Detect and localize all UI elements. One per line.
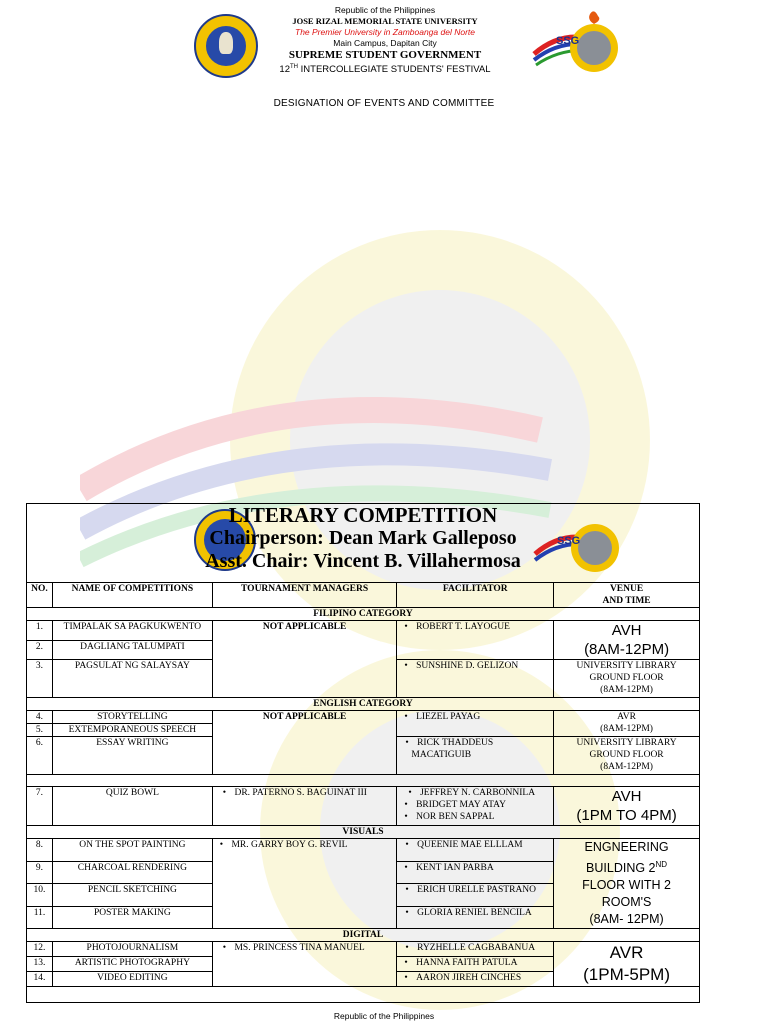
- facilitator-cell: • QUEENIE MAE ELLLAM: [397, 839, 554, 862]
- competition-title-block: [27, 504, 699, 573]
- svg-text:SSG: SSG: [557, 535, 581, 547]
- events-table: [26, 582, 700, 987]
- next-page-header: Republic of the Philippines: [333, 1011, 435, 1021]
- campus-line: Main Campus, Dapitan City: [333, 38, 437, 48]
- manager-cell: • DR. PATERNO S. BAGUINAT III: [212, 787, 397, 826]
- table-row: 13. ARTISTIC PHOTOGRAPHY • HANNA FAITH PATULA: [27, 957, 700, 972]
- venue-cell: AVR (1PM-5PM): [554, 942, 700, 987]
- chairperson: Chairperson: Dean Mark Galleposo: [209, 527, 517, 549]
- festival-number: 12: [279, 64, 290, 76]
- col-facilitator: FACILITATOR: [397, 583, 554, 608]
- facilitator-cell: • ROBERT T. LAYOGUE: [397, 621, 554, 660]
- letterhead: [0, 0, 768, 92]
- manager-cell: • MS. PRINCESS TINA MANUEL: [212, 942, 397, 987]
- facilitator-cell: • AARON JIREH CINCHES: [397, 972, 554, 987]
- venue-cell: AVH (1PM TO 4PM): [554, 787, 700, 826]
- facilitator-cell: • SUNSHINE D. GELIZON: [397, 660, 554, 698]
- festival-ordinal: TH: [290, 64, 298, 70]
- table-row: 10. PENCIL SKETCHING • ERICH URELLE PASTRANO: [27, 884, 700, 907]
- table-header-row: [27, 583, 700, 608]
- venue-cell: ENGNEERING BUILDING 2ND FLOOR WITH 2 ROOM'S (8AM- 12PM): [554, 839, 700, 929]
- category-row: FILIPINO CATEGORY: [27, 608, 700, 621]
- festival-name: INTERCOLLEGIATE STUDENTS' FESTIVAL: [298, 64, 491, 76]
- facilitator-cell: • GLORIA RENIEL BENCILA: [397, 906, 554, 929]
- venue-cell: AVR (8AM-12PM): [554, 711, 700, 737]
- table-row: 14. VIDEO EDITING • AARON JIREH CINCHES: [27, 972, 700, 987]
- manager-cell: NOT APPLICABLE: [212, 621, 397, 698]
- category-row: DIGITAL: [27, 929, 700, 942]
- facilitator-cell: • HANNA FAITH PATULA: [397, 957, 554, 972]
- university-seal-icon: [194, 14, 258, 78]
- assistant-chair: Asst. Chair: Vincent B. Villahermosa: [205, 550, 521, 572]
- letterhead-text: [260, 5, 510, 75]
- table-row: 12. PHOTOJOURNALISM • MS. PRINCESS TINA MANUEL • RYZHELLE CAGBABANUA AVR (1PM-5PM): [27, 942, 700, 957]
- competition-title: LITERARY COMPETITION: [228, 503, 498, 527]
- table-row: 5. EXTEMPORANEOUS SPEECH: [27, 724, 700, 737]
- university-tagline: The Premier University in Zamboanga del Norte: [295, 27, 475, 37]
- facilitator-cell: • ERICH URELLE PASTRANO: [397, 884, 554, 907]
- university-name: JOSE RIZAL MEMORIAL STATE UNIVERSITY: [292, 16, 478, 26]
- table-row: 9. CHARCOAL RENDERING • KENT IAN PARBA: [27, 861, 700, 884]
- venue-cell: AVH (8AM-12PM): [554, 621, 700, 660]
- venue-cell: UNIVERSITY LIBRARY GROUND FLOOR (8AM-12PM): [554, 660, 700, 698]
- republic-line: Republic of the Philippines: [334, 5, 436, 15]
- table-row: 7. QUIZ BOWL • DR. PATERNO S. BAGUINAT III • JEFFREY N. CARBONNILA • BRIDGET MAY ATAY • NOR BEN SAPPAL AVH (1PM TO 4PM): [27, 787, 700, 826]
- venue-cell: UNIVERSITY LIBRARY GROUND FLOOR (8AM-12PM): [554, 737, 700, 775]
- col-venue: VENUE AND TIME: [554, 583, 700, 608]
- table-row: 2. DAGLIANG TALUMPATI: [27, 640, 700, 660]
- manager-cell: • MR. GARRY BOY G. REVIL: [212, 839, 397, 929]
- literary-competition-table-section: [26, 503, 700, 1003]
- manager-cell: NOT APPLICABLE: [212, 711, 397, 775]
- svg-text:SSG: SSG: [556, 35, 580, 47]
- festival-line: [260, 62, 510, 75]
- facilitator-cell: • LIEZEL PAYAG: [397, 711, 554, 737]
- facilitator-cell: • JEFFREY N. CARBONNILA • BRIDGET MAY ATAY • NOR BEN SAPPAL: [397, 787, 554, 826]
- org-name: SUPREME STUDENT GOVERNMENT: [288, 49, 482, 61]
- facilitator-cell: • KENT IAN PARBA: [397, 861, 554, 884]
- table-row: 1. TIMPALAK SA PAGKUKWENTO NOT APPLICABLE • ROBERT T. LAYOGUE AVH (8AM-12PM): [27, 621, 700, 641]
- table-row: 4. STORYTELLING NOT APPLICABLE • LIEZEL PAYAG AVR (8AM-12PM): [27, 711, 700, 724]
- table-row: 8. ON THE SPOT PAINTING • MR. GARRY BOY G. REVIL • QUEENIE MAE ELLLAM ENGNEERING BUILDING 2ND FLOOR WITH 2 ROOM'S (8AM- 12PM): [27, 839, 700, 862]
- col-managers: TOURNAMENT MANAGERS: [212, 583, 397, 608]
- spacer-row: [27, 775, 700, 787]
- ssg-logo-icon: [532, 10, 622, 78]
- table-row: 11. POSTER MAKING • GLORIA RENIEL BENCILA: [27, 906, 700, 929]
- category-row: VISUALS: [27, 826, 700, 839]
- designation-heading: DESIGNATION OF EVENTS AND COMMITTEE: [273, 98, 495, 109]
- table-row: 6. ESSAY WRITING • RICK THADDEUS MACATIGUIB UNIVERSITY LIBRARY GROUND FLOOR (8AM-12PM): [27, 737, 700, 775]
- facilitator-cell: • RYZHELLE CAGBABANUA: [397, 942, 554, 957]
- col-no: NO.: [27, 583, 53, 608]
- table-row: 3. PAGSULAT NG SALAYSAY • SUNSHINE D. GELIZON UNIVERSITY LIBRARY GROUND FLOOR (8AM-12PM): [27, 660, 700, 698]
- col-competition: NAME OF COMPETITIONS: [52, 583, 212, 608]
- category-row: ENGLISH CATEGORY: [27, 698, 700, 711]
- facilitator-cell: • RICK THADDEUS MACATIGUIB: [397, 737, 554, 775]
